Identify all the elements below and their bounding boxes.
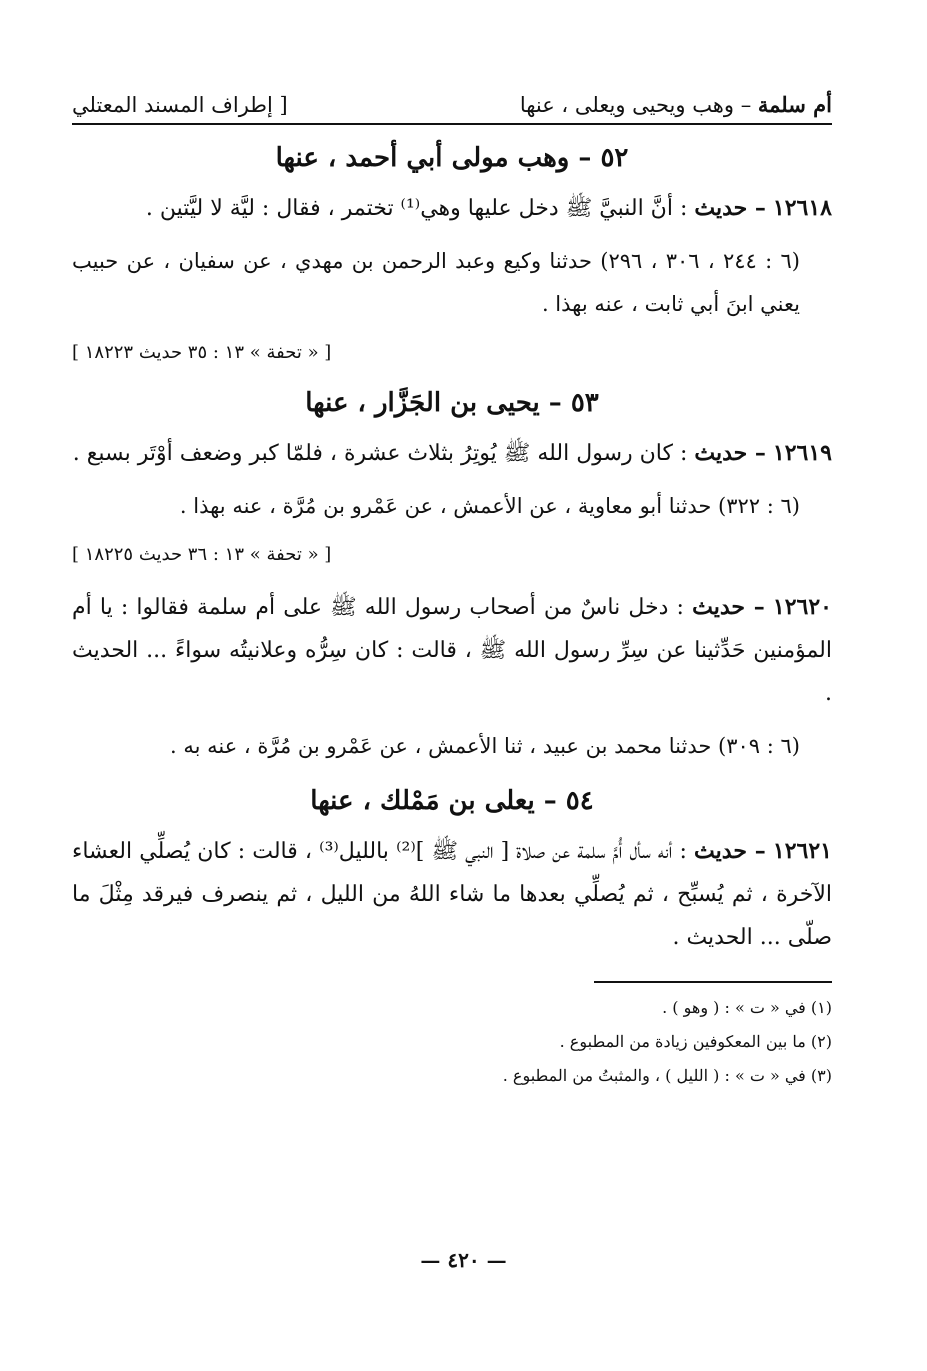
tuhfa-reference: [ « تحفة » ١٣ : ٣٦ حديث ١٨٢٢٥ ] <box>72 544 332 565</box>
hadith-12620 <box>72 586 832 715</box>
hadith-number: ١٢٦٢١ <box>772 838 832 864</box>
hadith-text: : أنَّ النبيَّ ﷺ دخل عليها وهي⁽¹⁾ تختمر ، فقال : ليَّة لا ليَّتين . <box>145 196 695 221</box>
header-right-rest: – وهب ويحيى ويعلى ، عنها <box>519 93 758 117</box>
hadith-12621 <box>72 830 832 959</box>
hadith-keyword: – حديث <box>694 838 766 864</box>
musnad-reference: (٦ : ٣٠٩) حدثنا محمد بن عبيد ، ثنا الأعمش ، عن عَمْرو بن مُرَّة ، عنه به . <box>169 734 800 758</box>
section-title-52: ٥٢ – وهب مولى أبي أحمد ، عنها <box>275 143 629 173</box>
hadith-keyword: – حديث <box>694 195 766 221</box>
footnote-3: (٣) في « ت » : ( الليل ) ، والمثبتُ من المطبوع . <box>502 1066 832 1085</box>
musnad-reference: (٦ : ٣٢٢) حدثنا أبو معاوية ، عن الأعمش ، عن عَمْرو بن مُرَّة ، عنه بهذا . <box>179 494 800 518</box>
section-title-53: ٥٣ – يحيى بن الجَزَّار ، عنها <box>305 388 599 418</box>
hadith-text: : كان رسول الله ﷺ يُوتِرُ بثلاث عشرة ، فلمّا كبر وضعف أوْتَر بسبع . <box>72 441 695 466</box>
hadith-keyword: – حديث <box>692 594 765 620</box>
footnotes <box>72 991 832 1093</box>
hadith-number: ١٢٦١٩ <box>772 440 832 466</box>
tuhfa-reference: [ « تحفة » ١٣ : ٣٥ حديث ١٨٢٢٣ ] <box>72 342 332 363</box>
hadith-text: : دخل ناسٌ من أصحاب رسول الله ﷺ على أم سلمة فقالوا : يا أم المؤمنين حَدِّثينا عن سِرِّ رسول الله ﷺ ، قالت : كان سِرُّه وعلانيتُه سواءً ... الحديث . <box>72 595 832 706</box>
footnote-2: (٢) ما بين المعكوفين زيادة من المطبوع . <box>559 1032 832 1051</box>
running-header <box>72 92 832 125</box>
footnote-divider <box>594 981 832 983</box>
hadith-12619 <box>72 432 832 475</box>
hadith-number: ١٢٦١٨ <box>772 195 832 221</box>
header-right-bold: أم سلمة <box>757 92 832 117</box>
page-content <box>72 92 832 1093</box>
section-title-54: ٥٤ – يعلى بن مَمْلك ، عنها <box>310 786 594 816</box>
page-number: — ٤٢٠ — <box>420 1248 507 1272</box>
hadith-12618 <box>72 187 832 230</box>
musnad-reference: (٦ : ٢٤٤ ، ٣٠٦ ، ٢٩٦) حدثنا وكيع وعبد الرحمن بن مهدي ، عن سفيان ، عن حبيب يعني ابنَ أبي ثابت ، عنه بهذا . <box>72 249 800 316</box>
header-left: [ إطراف المسند المعتلي <box>72 93 288 117</box>
hadith-text: : أنه سأل أُمَّ سلمة عن صلاة [ النبي ﷺ ]⁽²⁾ بالليل⁽³⁾ ، قالت : كان يُصلِّي العشاء الآخرة ، ثم يُسبِّح ، ثم يُصلِّي بعدها ما شاء اللهُ من الليل ، ثم ينصرف فيرقد مِثْلَ ما صلّى ... الحديث . <box>72 839 832 950</box>
hadith-keyword: – حديث <box>694 440 766 466</box>
hadith-number: ١٢٦٢٠ <box>772 594 832 620</box>
footnote-1: (١) في « ت » : ( وهو ) . <box>662 998 832 1017</box>
header-right <box>520 92 832 117</box>
